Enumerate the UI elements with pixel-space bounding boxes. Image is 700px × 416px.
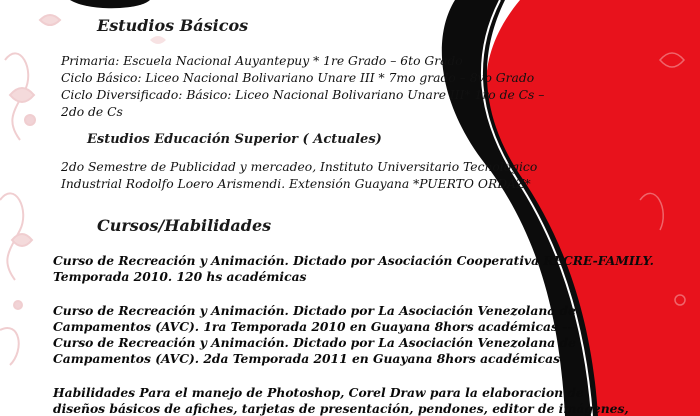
- course-line: Campamentos (AVC). 2da Temporada 2011 en Guayana 8hors académicas: [53, 351, 560, 366]
- course-line: Curso de Recreación y Animación. Dictado por La Asociación Venezolana de: [53, 303, 576, 318]
- basic-line: 2do de Cs: [61, 105, 123, 119]
- course-line: Curso de Recreación y Animación. Dictado por Asociación Cooperativa RECRE-FAMILY.: [53, 253, 654, 268]
- course-line: Habilidades Para el manejo de Photoshop, Corel Draw para la elaboracion de: [53, 385, 584, 400]
- courses-heading: Cursos/Habilidades: [97, 216, 272, 235]
- higher-line: 2do Semestre de Publicidad y mercadeo, Instituto Universitario Tecnológico: [61, 160, 538, 174]
- course-line: Curso de Recreación y Animación. Dictado por La Asociación Venezolana de: [53, 335, 576, 350]
- higher-line: Industrial Rodolfo Loero Arismendi. Extensión Guayana *PUERTO ORDAZ*: [61, 177, 531, 191]
- basic-studies-heading: Estudios Básicos: [97, 16, 249, 35]
- course-line: diseños básicos de afiches, tarjetas de presentación, pendones, editor de imágenes,: [53, 401, 629, 416]
- basic-line: Ciclo Básico: Liceo Nacional Bolivariano Unare III * 7mo grado – 8vo Grado: [61, 71, 535, 85]
- higher-studies-heading: Estudios Educación Superior ( Actuales): [87, 132, 382, 147]
- course-line: Campamentos (AVC). 1ra Temporada 2010 en Guayana 8hors académicas ---: [53, 319, 578, 334]
- course-line: Temporada 2010. 120 hs académicas: [53, 269, 307, 284]
- basic-line: Primaria: Escuela Nacional Auyantepuy * 1re Grado – 6to Grado: [61, 54, 463, 68]
- basic-line: Ciclo Diversificado: Básico: Liceo Nacional Bolivariano Unare III* 1ro de Cs –: [61, 88, 545, 102]
